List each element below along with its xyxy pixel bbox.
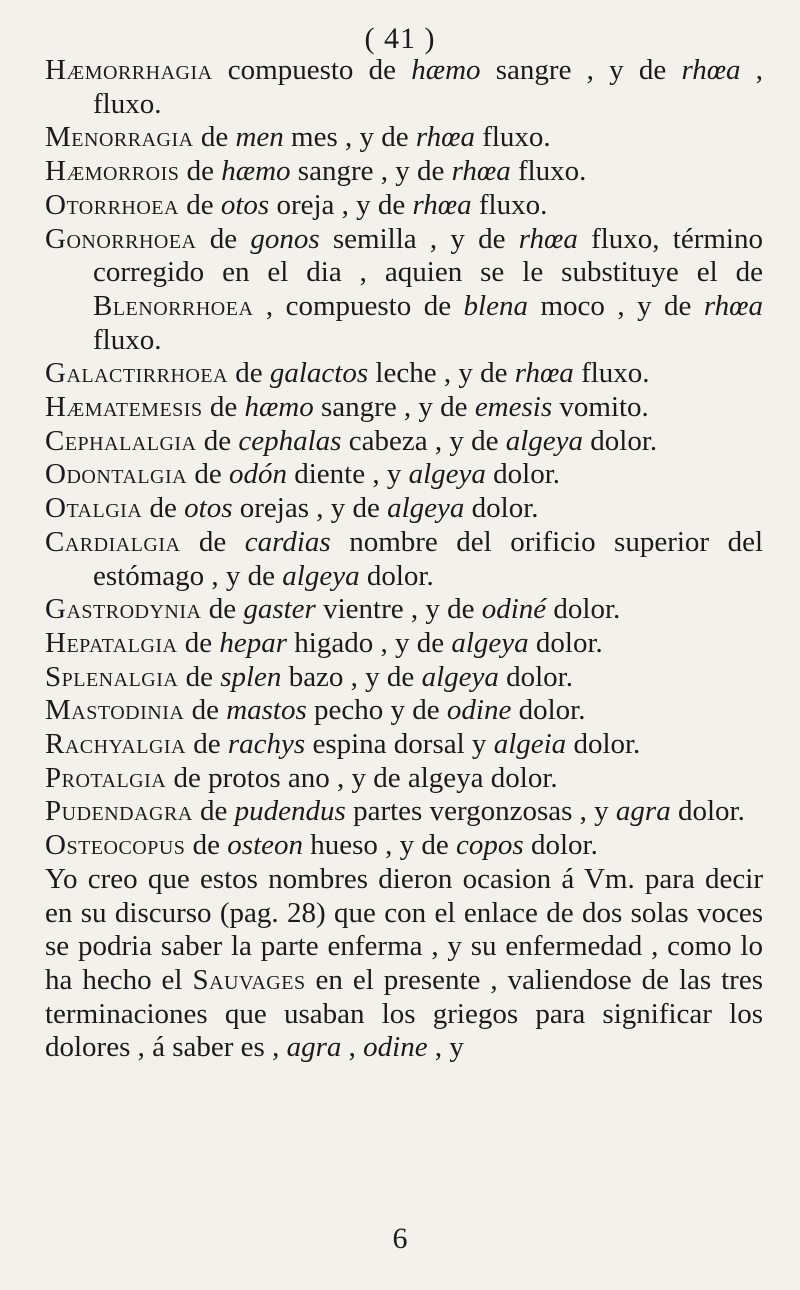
text-run: de (185, 829, 228, 862)
glossary-entry (45, 694, 763, 728)
greek-root: osteon (227, 829, 304, 862)
entry-term: Osteocopus (45, 829, 186, 862)
greek-root: mastos (226, 694, 307, 727)
text-run: sangre , y de (313, 391, 475, 424)
entry-term: Hæmorrois (45, 155, 180, 188)
greek-root: algeya (451, 626, 529, 659)
text-run: Yo creo que estos nombres dieron ocasion á Vm. para decir en su discurso (pag. 28) que con el enlace de dos solas voces se podria saber la parte enferma , y su enfermedad , como lo ha hecho el (45, 862, 763, 996)
greek-root: otos (220, 188, 270, 221)
glossary-entry (45, 54, 763, 121)
greek-root: odiné (481, 593, 547, 626)
text-run: fluxo, término corregido en el dia , aquien se le substituye el de (93, 222, 763, 289)
small-caps-term: Sauvages (192, 963, 306, 996)
glossary-entry (45, 728, 763, 762)
signature-mark: 6 (392, 1222, 408, 1255)
greek-root: algeia (493, 728, 567, 761)
text-run: orejas , y de (232, 492, 388, 525)
entry-term: Rachyalgia (45, 728, 187, 761)
entry-term: Hæmatemesis (45, 391, 203, 424)
greek-root: rhœa (703, 289, 763, 322)
text-run: moco , y de (527, 289, 704, 322)
text-run: de (192, 795, 235, 828)
glossary-entry (45, 795, 763, 829)
text-run: sangre , y de (480, 54, 682, 86)
greek-root: algeya (505, 424, 584, 457)
entry-term: Pudendagra (45, 795, 193, 828)
text-run: fluxo. (474, 121, 551, 154)
text-run: fluxo. (510, 155, 587, 188)
greek-root: hæmo (411, 54, 481, 86)
text-run: , y (427, 1031, 464, 1064)
entry-term: Hæmorrhagia (45, 54, 213, 86)
page-number: ( 41 ) (364, 22, 436, 55)
greek-root: blena (463, 289, 528, 322)
greek-root: emesis (474, 391, 553, 424)
greek-root: hæmo (244, 391, 314, 424)
text-run: dolor. (498, 660, 573, 693)
text-run: dolor. (546, 593, 621, 626)
greek-root: agra (615, 795, 671, 828)
text-run: dolor. (566, 728, 641, 761)
text-run: bazo , y de (281, 660, 422, 693)
text-run: de (193, 121, 236, 154)
small-caps-term: Blenorrhoea (93, 289, 254, 322)
text-run: espina dorsal y (305, 728, 494, 761)
text-run: mes , y de (283, 121, 416, 154)
text-run: compuesto de (212, 54, 412, 86)
text-run: de (179, 155, 222, 188)
text-run: higado , y de (287, 626, 452, 659)
greek-root: otos (184, 492, 233, 525)
text-run: nombre del orificio superior del estómago , y de (93, 525, 763, 592)
glossary-entry (45, 391, 763, 425)
text-run: en el presente , valiendose de las tres terminaciones que usaban los griegos para significar los dolores , á saber es , (45, 963, 763, 1064)
entry-term: Protalgia (45, 761, 167, 794)
entry-term: Otalgia (45, 492, 143, 525)
text-run: de (186, 728, 228, 761)
greek-root: rhœa (514, 357, 574, 390)
greek-root: men (235, 121, 284, 154)
greek-root: rhœa (518, 222, 578, 255)
text-run: de (196, 424, 239, 457)
text-run: dolor. (523, 829, 598, 862)
entry-term: Splenalgia (45, 660, 179, 693)
text-run: partes vergonzosas , y (345, 795, 616, 828)
entry-term: Otorrhoea (45, 188, 179, 221)
greek-root: odine (446, 694, 512, 727)
text-run: de (201, 593, 244, 626)
entry-term: Gastrodynia (45, 593, 202, 626)
glossary-entry (45, 627, 763, 661)
text-run: , fluxo. (93, 54, 764, 120)
glossary-entry (45, 492, 763, 526)
greek-root: agra (286, 1031, 342, 1064)
text-run: sangre , y de (290, 155, 452, 188)
text-run: de (196, 222, 251, 255)
greek-root: galactos (269, 357, 369, 390)
text-run: de (228, 357, 270, 390)
text-run: de (178, 660, 221, 693)
text-run: diente , y (286, 458, 409, 491)
greek-root: odón (228, 458, 287, 491)
greek-root: gonos (250, 222, 320, 255)
glossary-entries (45, 54, 763, 863)
text-run: oreja , y de (269, 188, 413, 221)
text-run: fluxo. (93, 323, 162, 356)
glossary-entry (45, 526, 763, 593)
greek-root: rhœa (451, 155, 511, 188)
text-run: pecho y de (306, 694, 447, 727)
greek-root: cardias (244, 525, 331, 558)
text-run: dolor. (670, 795, 745, 828)
text-run: de (142, 492, 185, 525)
text-run: de (180, 525, 245, 558)
glossary-entry (45, 593, 763, 627)
text-run: de (178, 188, 221, 221)
entry-term: Gonorrhoea (45, 222, 197, 255)
text-run: dolor. (528, 626, 603, 659)
greek-root: algeya (387, 492, 465, 525)
greek-root: pudendus (234, 795, 346, 828)
text-run: dolor. (511, 694, 586, 727)
glossary-entry (45, 661, 763, 695)
entry-term: Odontalgia (45, 458, 188, 491)
glossary-entry (45, 121, 763, 155)
entry-term: Menorragia (45, 121, 194, 154)
greek-root: splen (220, 660, 282, 693)
greek-root: copos (456, 829, 524, 862)
glossary-entry (45, 458, 763, 492)
text-run: leche , y de (368, 357, 515, 390)
text-run: fluxo. (573, 357, 650, 390)
text-run: dolor. (359, 559, 434, 592)
greek-root: algeya (408, 458, 486, 491)
closing-paragraph (45, 863, 763, 1065)
entry-term: Cephalalgia (45, 424, 197, 457)
text-run: cabeza , y de (341, 424, 506, 457)
greek-root: rhœa (412, 188, 472, 221)
greek-root: hæmo (221, 155, 291, 188)
text-run: vomito. (552, 391, 649, 424)
greek-root: rachys (227, 728, 306, 761)
glossary-entry (45, 425, 763, 459)
text-run: vientre , y de (315, 593, 482, 626)
entry-term: Galactirrhoea (45, 357, 228, 390)
page-body (45, 54, 763, 1065)
entry-term: Hepatalgia (45, 626, 178, 659)
glossary-entry (45, 762, 763, 796)
text-run: de (184, 694, 227, 727)
text-run: dolor. (583, 424, 658, 457)
greek-root: odine (363, 1031, 428, 1064)
text-run: de protos ano , y de algeya dolor. (166, 761, 558, 794)
text-run: de (202, 391, 245, 424)
glossary-entry (45, 155, 763, 189)
greek-root: algeya (282, 559, 360, 592)
text-run: de (187, 458, 229, 491)
text-run: dolor. (485, 458, 561, 491)
greek-root: rhœa (681, 54, 741, 86)
greek-root: gaster (243, 593, 316, 626)
glossary-entry (45, 829, 763, 863)
glossary-entry (45, 223, 763, 358)
entry-term: Cardialgia (45, 525, 181, 558)
text-run: de (177, 626, 220, 659)
glossary-entry (45, 357, 763, 391)
greek-root: rhœa (415, 121, 475, 154)
text-run: fluxo. (471, 188, 548, 221)
greek-root: cephalas (238, 424, 342, 457)
text-run: dolor. (464, 492, 539, 525)
greek-root: hepar (219, 626, 288, 659)
text-run: semilla , y de (319, 222, 519, 255)
greek-root: algeya (421, 660, 499, 693)
text-run: , compuesto de (253, 289, 464, 322)
text-run: hueso , y de (303, 829, 457, 862)
entry-term: Mastodinia (45, 694, 185, 727)
glossary-entry (45, 189, 763, 223)
text-run: , (341, 1031, 364, 1064)
